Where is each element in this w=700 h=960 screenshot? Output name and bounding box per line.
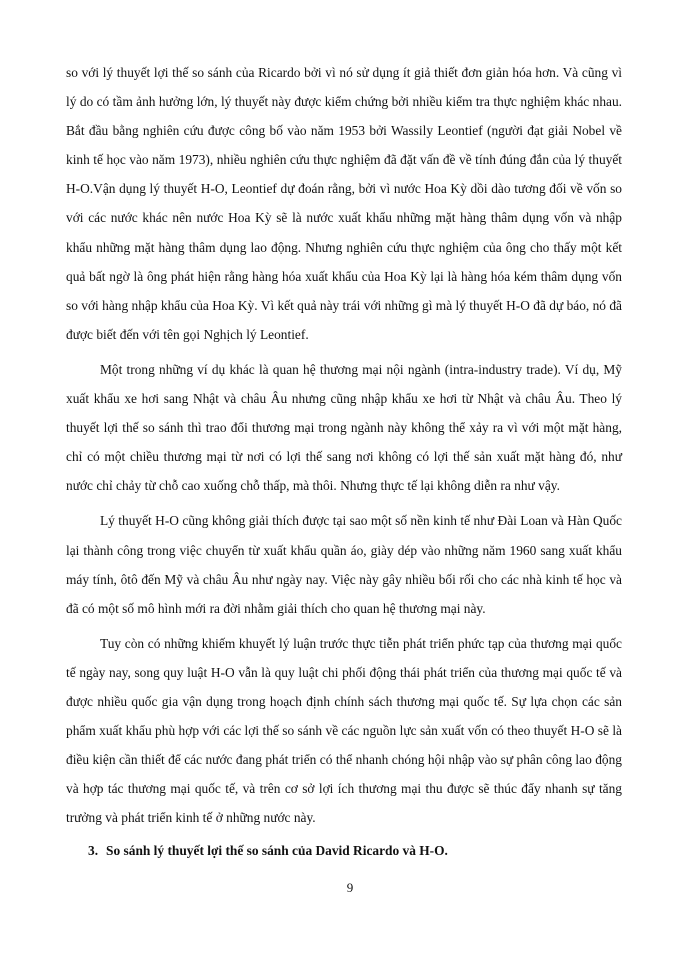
section-heading [88, 836, 622, 865]
paragraph-ho-conclusion: Tuy còn có những khiếm khuyết lý luận trước thực tiễn phát triển phức tạp của thương mại quốc tế ngày nay, song quy luật H-O vẫn là quy luật chi phối động thái phát triển của thương mại quốc tế và được nhiều quốc gia vận dụng trong hoạch định chính sách thương mại quốc tế. Sự lựa chọn các sản phẩm xuất khẩu phù hợp với các lợi thế so sánh về các nguồn lực sản xuất vốn có theo thuyết H-O sẽ là điều kiện cần thiết để các nước đang phát triển có thể nhanh chóng hội nhập vào sự phân công lao động và hợp tác thương mại quốc tế, và trên cơ sở lợi ích thương mại thu được sẽ thúc đẩy nhanh sự tăng trưởng và phát triển kinh tế ở những nước này. [66, 635, 622, 826]
page-number: 9 [346, 880, 354, 895]
section-number: 3. [88, 843, 99, 859]
section-title: So sánh lý thuyết lợi thế so sánh của David Ricardo và H-O. [106, 843, 448, 859]
paragraph-intra-industry-trade: Một trong những ví dụ khác là quan hệ thương mại nội ngành (intra-industry trade). Ví dụ, Mỹ xuất khẩu xe hơi sang Nhật và châu Âu nhưng cũng nhập khẩu xe hơi từ Nhật và châu Âu. Theo lý thuyết lợi thế so sánh thì trao đổi thương mại trong ngành này không thể xảy ra vì với một mặt hàng, chỉ có một chiều thương mại từ nơi có lợi thế sang nơi không có lợi thế sản xuất mặt hàng đó, như nước chỉ chảy từ chỗ cao xuống chỗ thấp, mà thôi. Nhưng thực tế lại không diễn ra như vậy. [66, 361, 622, 494]
paragraph-leontief-paradox: so với lý thuyết lợi thế so sánh của Ricardo bởi vì nó sử dụng ít giả thiết đơn giản hóa hơn. Và cũng vì lý do có tầm ảnh hưởng lớn, lý thuyết này được kiểm chứng bởi nhiều kiểm tra thực nghiệm khác nhau. Bắt đầu bằng nghiên cứu được công bố vào năm 1953 bởi Wassily Leontief (người đạt giải Nobel về kinh tế học vào năm 1973), nhiều nghiên cứu thực nghiệm đã đặt vấn đề về tính đúng đắn của lý thuyết H-O.Vận dụng lý thuyết H-O, Leontief dự đoán rằng, bởi vì nước Hoa Kỳ dồi dào tương đối về vốn so với các nước khác nên nước Hoa Kỳ sẽ là nước xuất khẩu những mặt hàng thâm dụng vốn và nhập khẩu những mặt hàng thâm dụng lao động. Nhưng nghiên cứu thực nghiệm của ông cho thấy một kết quả bất ngờ là ông phát hiện rằng hàng hóa xuất khẩu của Hoa Kỳ lại là hàng hóa kém thâm dụng vốn so với hàng nhập khẩu của Hoa Kỳ. Vì kết quả này trái với những gì mà lý thuyết H-O đã dự báo, nó đã được biết đến với tên gọi Nghịch lý Leontief. [66, 65, 622, 342]
paragraph-taiwan-korea: Lý thuyết H-O cũng không giải thích được tại sao một số nền kinh tế như Đài Loan và Hàn Quốc lại thành công trong việc chuyển từ xuất khẩu quần áo, giày dép vào những năm 1960 sang xuất khẩu máy tính, ôtô đến Mỹ và châu Âu như ngày nay. Việc này gây nhiều bối rối cho các nhà kinh tế học và đã có một số mô hình mới ra đời nhằm giải thích cho quan hệ thương mại này. [66, 513, 622, 616]
document-body [66, 58, 622, 865]
